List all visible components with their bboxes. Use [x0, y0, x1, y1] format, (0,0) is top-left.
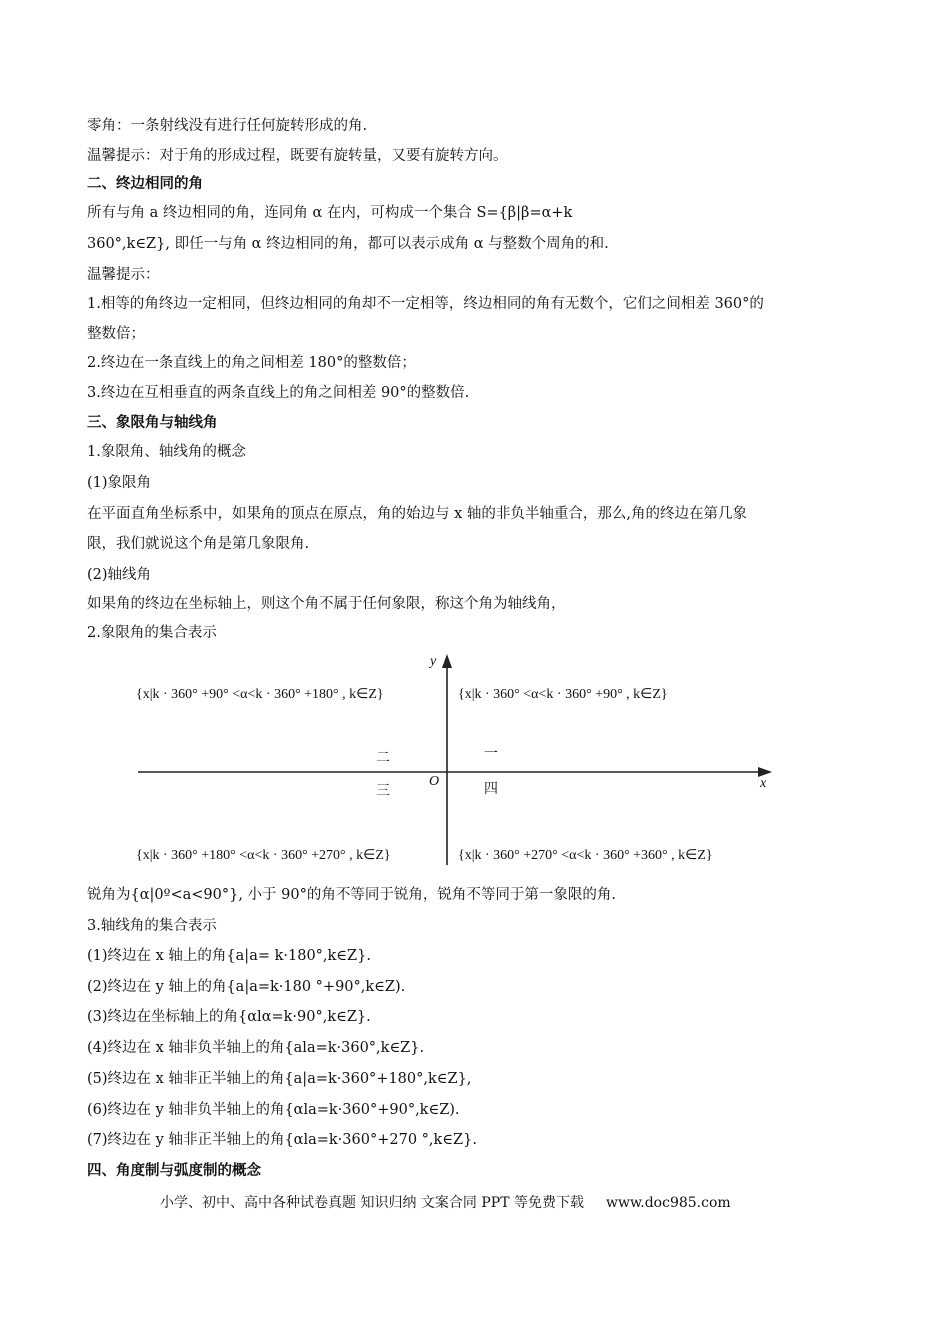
section-heading-4: 四、角度制与弧度制的概念: [87, 1163, 261, 1179]
quadrant-2-set: {x|k · 360° +90° <α<k · 360° +180° , k∈Z}: [136, 687, 384, 702]
quadrant-4-set: {x|k · 360° +270° <α<k · 360° +360° , k∈Z}: [458, 848, 713, 863]
x-axis-label: x: [760, 776, 767, 791]
section-heading-3: 三、象限角与轴线角: [87, 415, 218, 431]
line-axis-set-3: (3)终边在坐标轴上的角{αlα=k·90°,k∈Z}.: [87, 1009, 371, 1025]
quadrant-diagram: [130, 650, 780, 868]
axes-svg: [130, 650, 780, 868]
quadrant-3-label: 三: [376, 783, 390, 799]
page-footer: [160, 1192, 731, 1212]
line-tip-1: 温馨提示：对于角的形成过程，既要有旋转量，又要有旋转方向。: [87, 148, 508, 164]
quadrant-1-set: {x|k · 360° <α<k · 360° +90° , k∈Z}: [458, 687, 668, 702]
line-acute-angle: 锐角为{α|0º<a<90°}, 小于 90°的角不等同于锐角，锐角不等同于第一象限的角.: [87, 887, 616, 903]
line-axis-set-1: (1)终边在 x 轴上的角{a|a= k·180°,k∈Z}.: [87, 948, 371, 964]
line-quadrant-angle-def-1: 在平面直角坐标系中，如果角的顶点在原点，角的始边与 x 轴的非负半轴重合，那么,角的终边在第几象: [87, 506, 748, 522]
line-tip-item-2: 2.终边在一条直线上的角之间相差 180°的整数倍；: [87, 355, 416, 371]
line-axis-set-7: (7)终边在 y 轴非正半轴上的角{αla=k·360°+270 °,k∈Z}.: [87, 1132, 477, 1148]
origin-label: O: [429, 774, 440, 789]
line-coterminal-def-2: 360°,k∈Z}, 即任一与角 α 终边相同的角，都可以表示成角 α 与整数个周角的和.: [87, 236, 609, 252]
line-axis-set-2: (2)终边在 y 轴上的角{a|a=k·180 °+90°,k∈Z).: [87, 979, 406, 995]
line-quadrant-angle-def-2: 限，我们就说这个角是第几象限角.: [87, 536, 310, 552]
line-tip-item-1a: 1.相等的角终边一定相同，但终边相同的角却不一定相等，终边相同的角有无数个，它们之间相差 360°的: [87, 296, 764, 312]
quadrant-3-set: {x|k · 360° +180° <α<k · 360° +270° , k∈Z}: [136, 848, 391, 863]
line-concepts: 1.象限角、轴线角的概念: [87, 444, 246, 460]
line-tip-item-3: 3.终边在互相垂直的两条直线上的角之间相差 90°的整数倍.: [87, 385, 470, 401]
quadrant-1-label: 一: [484, 746, 498, 762]
footer-site-link[interactable]: www.doc985.com: [605, 1195, 731, 1211]
quadrant-2-label: 二: [376, 750, 390, 766]
line-zero-angle: 零角：一条射线没有进行任何旋转形成的角.: [87, 118, 368, 134]
line-axis-sets-title: 3.轴线角的集合表示: [87, 918, 217, 934]
line-quadrant-sets-title: 2.象限角的集合表示: [87, 625, 217, 641]
quadrant-4-label: 四: [484, 781, 498, 797]
section-heading-2: 二、终边相同的角: [87, 176, 203, 192]
y-axis-label: y: [430, 654, 437, 669]
y-axis-arrow: [442, 654, 452, 668]
line-axis-angle-title: (2)轴线角: [87, 567, 152, 583]
line-quadrant-angle-title: (1)象限角: [87, 475, 152, 491]
line-tip-2: 温馨提示：: [87, 267, 160, 283]
line-axis-set-6: (6)终边在 y 轴非负半轴上的角{αla=k·360°+90°,k∈Z).: [87, 1102, 460, 1118]
line-axis-angle-def: 如果角的终边在坐标轴上，则这个角不属于任何象限，称这个角为轴线角，: [87, 596, 566, 612]
footer-text: 小学、初中、高中各种试卷真题 知识归纳 文案合同 PPT 等免费下载: [160, 1195, 584, 1211]
line-tip-item-1b: 整数倍；: [87, 326, 145, 342]
line-axis-set-5: (5)终边在 x 轴非正半轴上的角{a|a=k·360°+180°,k∈Z},: [87, 1071, 472, 1087]
line-coterminal-def-1: 所有与角 a 终边相同的角，连同角 α 在内，可构成一个集合 S={β|β=α+k: [87, 205, 573, 221]
line-axis-set-4: (4)终边在 x 轴非负半轴上的角{ala=k·360°,k∈Z}.: [87, 1040, 425, 1056]
